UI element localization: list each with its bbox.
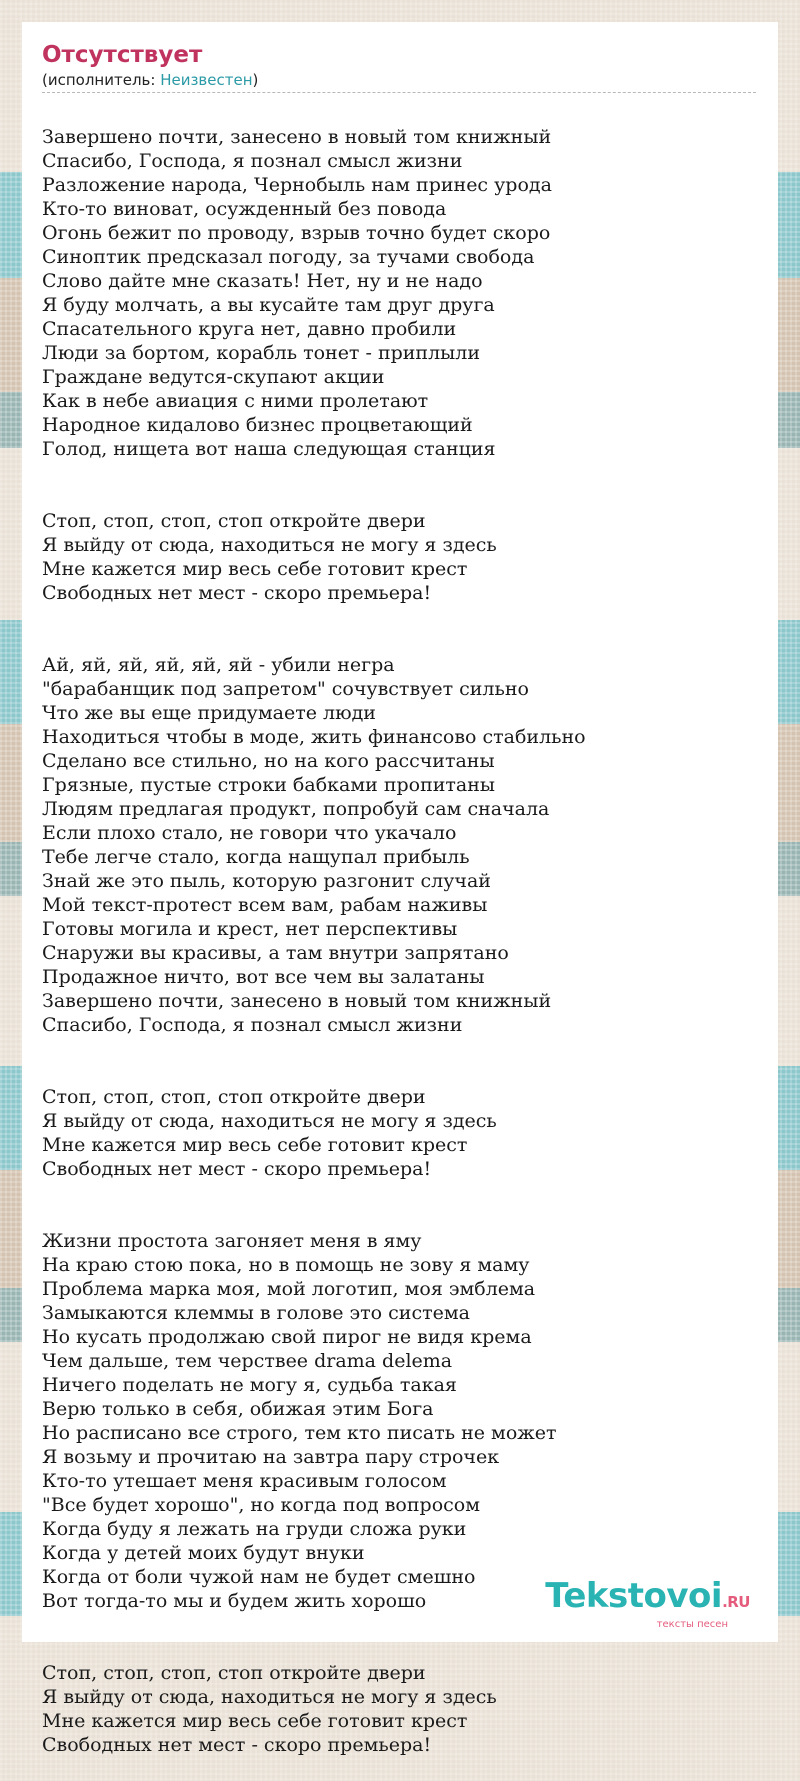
artist-suffix: ) (252, 71, 259, 89)
logo-tagline: тексты песен (656, 1619, 728, 1630)
artist-prefix: (исполнитель: (42, 71, 161, 89)
song-title: Отсутствует (42, 42, 203, 68)
artist-line (42, 70, 756, 93)
site-logo[interactable] (545, 1578, 750, 1630)
lyrics-chorus: Стоп, стоп, стоп, стоп откройте двери Я выйду от сюда, находиться не могу я здесь Мне кажется мир весь себе готовит крест Свободных нет мест - скоро премьера! (42, 1086, 497, 1180)
lyrics-stanza: Ай, яй, яй, яй, яй, яй - убили негра "барабанщик под запретом" сочувствует сильно Что же вы еще придумаете люди Находиться чтобы в моде, жить финансово стабильно Сделано все стильно, но на кого рассчитаны Грязные, пустые строки бабками пропитаны Людям предлагая продукт, попробуй сам сначала Если плохо стало, не говори что укачало Тебе легче стало, когда нащупал прибыль Знай же это пыль, которую разгонит случай Мой текст-протест всем вам, рабам наживы Готовы могила и крест, нет перспективы Снаружи вы красивы, а там внутри запрятано Продажное ничто, вот все чем вы залатаны Завершено почти, занесено в новый том книжный Спасибо, Господа, я познал смысл жизни (42, 654, 586, 1036)
lyrics-stanza: Жизни простота загоняет меня в яму На краю стою пока, но в помощь не зову я маму Проблема марка моя, мой логотип, моя эмблема Замыкаются клеммы в голове это система Но кусать продолжаю свой пирог не видя крема Чем дальше, тем черствее drama delema Ничего поделать не могу я, судьба такая Верю только в себя, обижая этим Бога Но расписано все строго, тем кто писать не может Я возьму и прочитаю на завтра пару строчек Кто-то утешает меня красивым голосом "Все будет хорошо", но когда под вопросом Когда буду я лежать на груди сложа руки Когда у детей моих будут внуки Когда от боли чужой нам не будет смешно Вот тогда-то мы и будем жить хорошо (42, 1230, 557, 1612)
lyrics-text (42, 101, 758, 1781)
logo-tld: .RU (722, 1593, 750, 1611)
lyrics-stanza: Завершено почти, занесено в новый том книжный Спасибо, Господа, я познал смысл жизни Разложение народа, Чернобыль нам принес урода Кто-то виноват, осужденный без повода Огонь бежит по проводу, взрыв точно будет скоро Синоптик предсказал погоду, за тучами свобода Слово дайте мне сказать! Нет, ну и не надо Я буду молчать, а вы кусайте там друг друга Спасательного круга нет, давно пробили Люди за бортом, корабль тонет - приплыли Граждане ведутся-скупают акции Как в небе авиация с ними пролетают Народное кидалово бизнес процветающий Голод, нищета вот наша следующая станция (42, 126, 552, 460)
lyrics-chorus: Стоп, стоп, стоп, стоп откройте двери Я выйду от сюда, находиться не могу я здесь Мне кажется мир весь себе готовит крест Свободных нет мест - скоро премьера! (42, 510, 497, 604)
artist-link[interactable]: Неизвестен (160, 71, 253, 89)
logo-name: Tekstovoi (545, 1576, 723, 1616)
lyrics-card (22, 22, 778, 1756)
lyrics-chorus: Стоп, стоп, стоп, стоп откройте двери Я выйду от сюда, находиться не могу я здесь Мне кажется мир весь себе готовит крест Свободных нет мест - скоро премьера! (42, 1662, 497, 1756)
